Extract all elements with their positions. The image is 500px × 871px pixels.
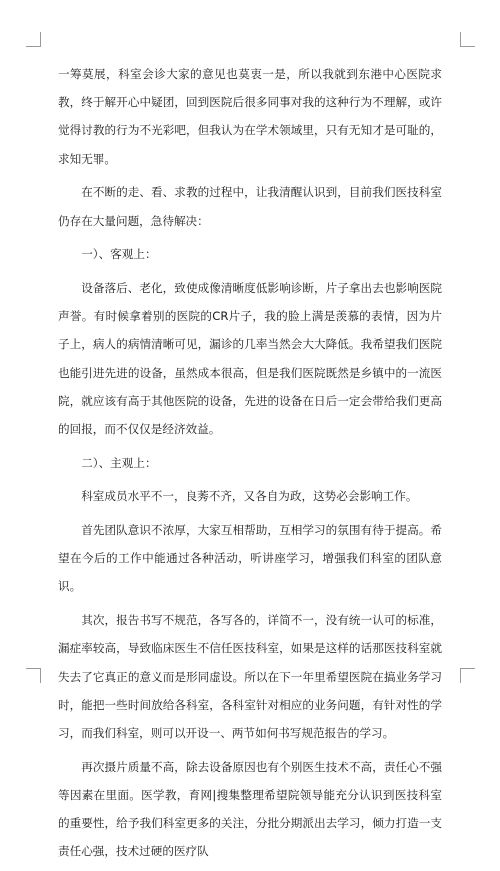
section-heading-subjective: 二）、主观上：: [81, 455, 157, 470]
section-heading-objective: 一）、客观上：: [81, 247, 157, 262]
document-body: [58, 60, 442, 871]
paragraph-team-awareness: 首先团队意识不浓厚，大家互相帮助，互相学习的氛围有待于提高。希望在今后的工作中能通过各种活动，听讲座学习，增强我们科室的团队意识。: [58, 523, 442, 594]
paragraph-staff-level: 科室成员水平不一，良莠不齐，又各自为政，这势必会影响工作。: [81, 489, 418, 504]
crop-mark-bottom-right: [460, 668, 475, 683]
paragraph-film-quality: 再次摄片质量不高，除去设备原因也有个别医生技术不高，责任心不强等因素在里面。医学教，育网|搜集整理希望院领导能充分认识到医技科室的重要性，给予我们科室更多的关注，分批分期派出去学习，倾力打造一支责任心强，技术过硬的医疗队: [58, 759, 442, 859]
paragraph-equipment: 设备落后、老化，致使成像清晰度低影响诊断，片子拿出去也影响医院声誉。有时候拿着别的医院的CR片子，我的脸上满是羡慕的表情，因为片子上，病人的病情清晰可见，漏诊的几率当然会大大降低。我希望我们医院也能引进先进的设备，虽然成本很高，但是我们医院既然是乡镇中的一流医院，就应该有高于其他医院的设备，先进的设备在日后一定会带给我们更高的回报，而不仅仅是经济效益。: [58, 280, 442, 436]
paragraph-problems-intro: 在不断的走、看、求教的过程中，让我清醒认识到，目前我们医技科室仍存在大量问题，急待解决：: [58, 185, 442, 228]
crop-mark-top-right: [460, 32, 475, 47]
crop-mark-bottom-left: [26, 668, 41, 683]
crop-mark-top-left: [26, 32, 41, 47]
paragraph-continuation: 一筹莫展，科室会诊大家的意见也莫衷一是，所以我就到东港中心医院求教，终于解开心中疑团，回到医院后很多同事对我的这种行为不理解，或许觉得讨教的行为不光彩吧，但我认为在学术领域里，只有无知才是可耻的，求知无罪。: [58, 67, 442, 166]
paragraph-report-writing: 其次，报告书写不规范，各写各的，详简不一，没有统一认可的标准，漏症率较高，导致临床医生不信任医技科室，如果是这样的话那医技科室就失去了它真正的意义而是形同虚设。所以在下一年里希望医院在搞业务学习时，能把一些时间放给各科室，各科室针对相应的业务问题，有针对性的学习，而我们科室，则可以开设一、两节如何书写规范报告的学习。: [58, 613, 442, 740]
